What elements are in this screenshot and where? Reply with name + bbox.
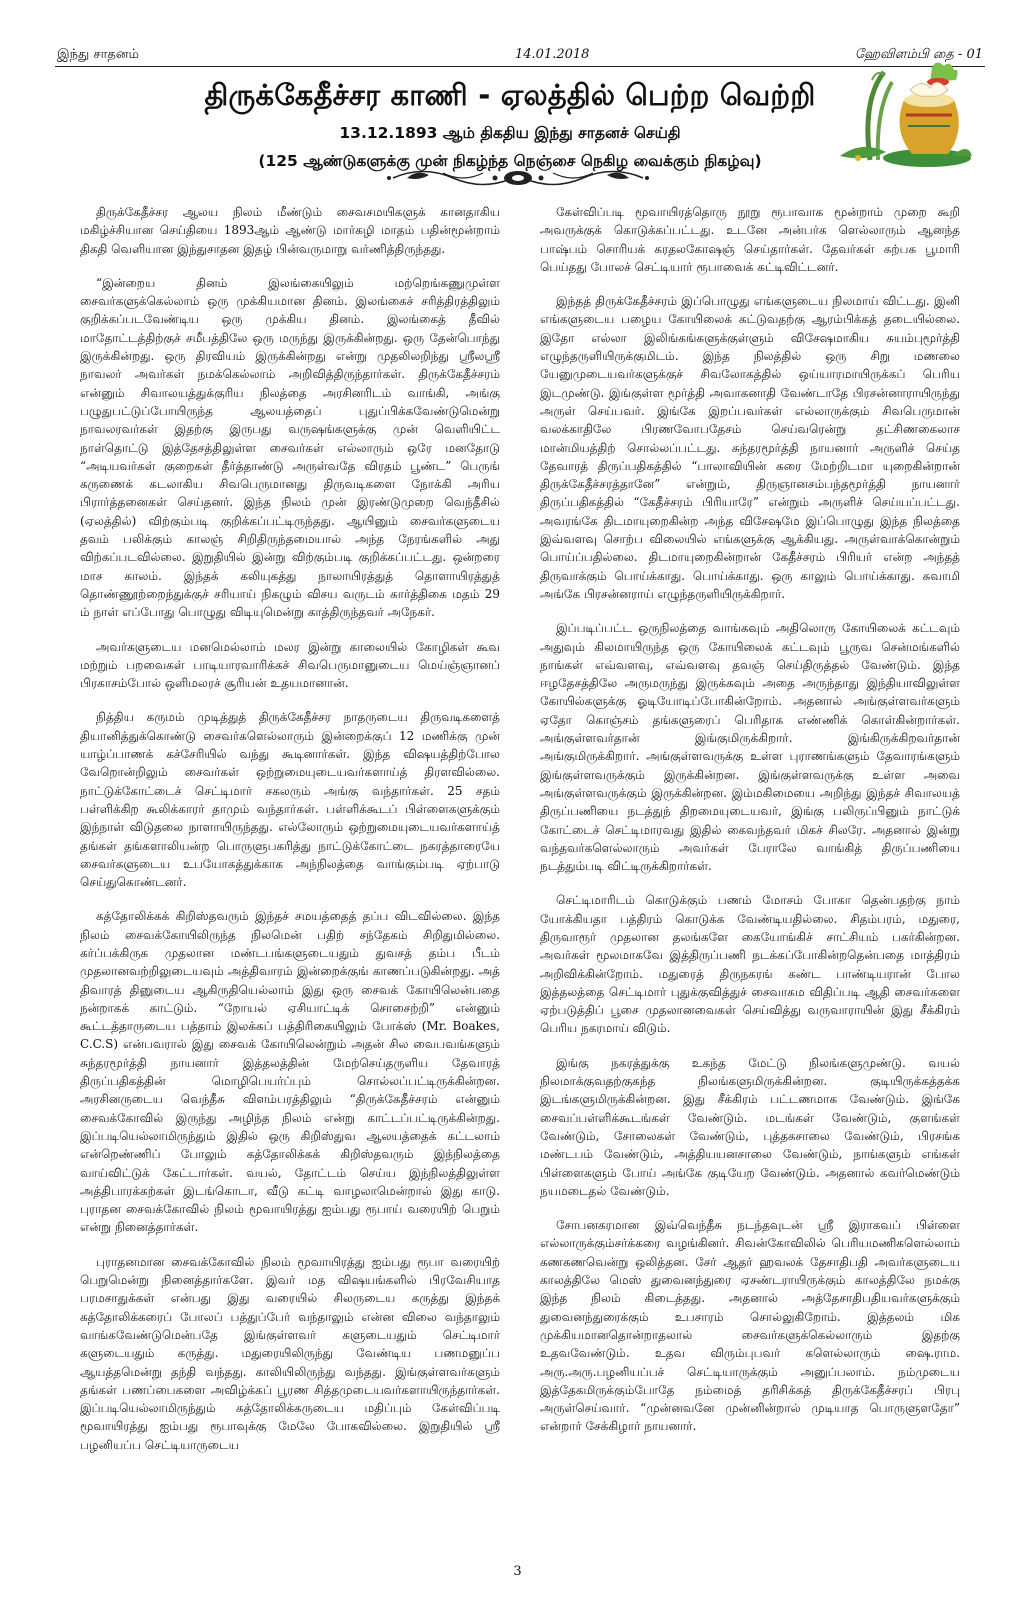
paragraph: கத்தோலிக்கக் கிறிஸ்தவரும் இந்தச் சமயத்தைத் தப்ப விடவில்லை. இந்த நிலம் சைவக்கோயிலிருந்த நிலமென் பதிற் சந்தேகம் சிறிதுமில்லை. கர்ப்பக்கிருக முதலான மண்டபங்களுடையதும் துவசத் தம்ப பீடம் முதலானவற்றிலுடையவும் அத்திவாரம் இன்றைக்குங் காணப்படுகின்றது. அத் திவாரத் தினுடைய ஆகிருதியெல்லாம் இது ஒரு சைவக் கோயிலென்பதை நன்றாகக் காட்டும். “றோயல் ஏசியாட்டிக் சொசைற்றி” என்னும் கூட்டத்தாருடைய பத்தாம் இலக்கப் பத்திரிகையிலும் போக்ஸ் (Mr. Boakes, C.C.S) என்பவரால் இது சைவக் கோயிலென்றும் அதன் சில வைபவங்களும் சுந்தரமூர்த்தி நாயனார் இத்தலத்தின் மேற்செய்தருளிய தேவாரத் திருப்பதிகத்தின் மொழிபெயர்ப்பும் சொல்லப்பட்டிருக்கின்றன. அரசினருடைய வெந்தீசு விளம்பரத்திலும் “திருக்கேதீச்சரம் என்னும் சைவக்கோவில் இருந்து அழிந்த நிலம் என்று காட்டப்பட்டிருக்கின்றது. இப்படியெல்லாமிருந்தும் இதில் ஒரு கிறிஸ்துவ ஆலயத்தைக் கட்டலாம் என்றெண்ணிப் போலும் கத்தோலிக்கக் கிறிஸ்தவரும் இந்நிலத்தை வாய்விட்டுக் கேட்டார்கள். வயல், தோட்டம் செய்ய இந்நிலத்திலுள்ள அத்திபாரக்கற்கள் இடங்கொடா, வீடு கட்டி வாழலாமென்றால் இது காடு. புராதன சைவக்கோவில் நிலம் மூவாயிரத்து ஐம்பது ரூபாய் வரையிற் பெறும் என்று நினைத்தார்கள்.: [80, 909, 500, 1235]
left-column: [80, 203, 500, 1470]
ornament-divider-icon: [383, 163, 653, 193]
paragraph: அவர்களுடைய மனமெல்லாம் மலர இன்று காலையில் கோழிகள் கூவ மற்றும் பறவைகள் பாடியாரவாரிக்கச் சிவபெருமானுடைய மெய்ஞ்ஞானப் பிரகாசம்போல் ஒளிமலரச் சூரியன் உதயமானான்.: [80, 639, 500, 691]
paragraph: இந்தத் திருக்கேதீச்சரம் இப்பொழுது எங்களுடைய நிலமாய் விட்டது. இனி எங்களுடைய பழைய கோயிலைக் கட்டுவதற்கு ஆரம்பிக்கத் தடையில்லை. இதோ எல்லா இலிங்கங்களுக்குள்ளும் விசேஷமாகிய சுயம்புமூர்த்தி எழுந்தருளியிருக்குமிடம். இந்த நிலத்தில் ஒரு சிறு மணலை யேனுமுடையவர்களுக்குச் சிவலோகத்தில் ஒய்யாரமாயிருக்கப் பெரிய இடமுண்டு. இங்குள்ள மூர்த்தி அவாகனாதி வேண்டாதே பிரசன்னாராயிருந்து அருள் செய்பவர். இங்கே இறப்பவர்கள் எல்லாருக்கும் சிவபெருமான் வலக்காதிலே பிரணவோபதேசம் செய்வரென்று தட்சிணகைலாச மான்மியத்திற் சொல்லப்பட்டது. சுந்தரமூர்த்தி நாயனார் அருளிச் செய்த தேவாரத் திருப்பதிகத்தில் “பாலாவியின் கரை மேற்றிடமா யுறைகின்றான் திருக்கேதீச்சரத்தானே” என்றும், திருஞானசம்பந்தமூர்த்தி நாயனார் திருப்பதிகத்தில் “கேதீச்சரம் பிரியாரே” என்றும் அருளிச் செய்யப்பட்டது. அவரங்கே திடமாயுறைகின்ற அந்த விசேஷமே இப்பொழுது இந்த நிலத்தை இவ்வளவு சொற்ப விலையில் எங்களுக்கு ஆக்கியது. அருள்வாக்கொன்றும் பொய்ப்பதில்லை. திடமாயுறைகின்றான் கேதீச்சரம் பிரியர் என்ற அந்தத் திருவாக்கும் பொய்க்காது. பொய்க்காது. ஒரு காலும் பொய்க்காது. சுவாமி அங்கே பிரசன்னராய் எழுந்தருளியிருக்கிறார்.: [540, 294, 960, 601]
article-body: [80, 203, 970, 1558]
paragraph: புராதனமான சைவக்கோவில் நிலம் மூவாயிரத்து ஐம்பது ரூபா வரையிற் பெறுமென்று நினைத்தார்களே. இவர் மத விஷயங்களில் பிரவேசியாத பரமசாதுக்கள் என்பது இது வரையில் சிலருடைய கருத்து இந்தக் கத்தோலிக்கரைப் போலப் பத்துப்பேர் வந்தாலும் என்ன விலை வந்தாலும் வாங்கவேண்டுமென்பதே இங்குள்ளவர் களுடையதும் செட்டிமார் களுடையதும் கருத்து. மதுரையிலிருந்து வேண்டிய பணமனுப்ப ஆயத்தமென்று தந்தி வந்தது. காலியிலிருந்து வந்தது. இங்குள்ளவர்களும் தங்கள் பணப்பைகளை அவிழ்க்கப் பூரண சித்தமுடையவர்களாயிருந்தார்கள். இப்படியெல்லாமிருந்தும் கத்தோலிக்கருடைய மதிப்பும் கேள்விப்படி மூவாயிரத்து ஐம்பது ரூபாவுக்கு மேலே போகவில்லை. இறுதியில் ஸ்ரீ பழனியப்ப செட்டியாருடைய: [80, 1254, 500, 1452]
publication-name: இந்து சாதனம்: [57, 47, 139, 62]
paragraph: திருக்கேதீச்சர ஆலய நிலம் மீண்டும் சைவசமயிகளுக் கானதாகிய மகிழ்ச்சியான செய்தியை 1893ஆம் ஆண்டு மார்கழி மாதம் பதின்மூன்றாம் திகதி வெளியான இந்துசாதன இதழ் பின்வருமாறு வர்ணித்திருந்தது.: [80, 205, 500, 256]
issue-label: ஹேவிளம்பி தை - 01: [854, 47, 983, 62]
paragraph: கேள்விப்படி மூவாயிரத்தொரு நூறு ரூபாவாக மூன்றாம் முறை கூறி அவருக்குக் கொடுக்கப்பட்டது. உடனே அன்பர்க ளெல்லாரும் ஆனந்த பாஷ்பம் சொரியக் கரதலகோஷஞ் செய்தார்கள். தேவர்கள் கற்பக பூமாரி பெய்தது போலச் செட்டியார் ரூபாவைக் கட்டிவிட்டனர்.: [540, 205, 960, 274]
article-title: திருக்கேதீச்சர காணி - ஏலத்தில் பெற்ற வெற்றி: [204, 78, 816, 112]
pongal-pot-icon: [832, 60, 972, 175]
right-column: [540, 203, 960, 1452]
title-block: [150, 74, 870, 172]
article-subtitle: 13.12.1893 ஆம் திகதிய இந்து சாதனச் செய்தி: [339, 124, 681, 142]
article-tagline: (125 ஆண்டுகளுக்கு முன் நிகழ்ந்த நெஞ்சை நெகிழ வைக்கும் நிகழ்வு): [258, 152, 762, 170]
paragraph: சோபனகரமான இவ்வெந்தீசு நடந்தவுடன் ஸ்ரீ இராகவப் பிள்ளை எல்லாருக்கும்சர்க்கரை வழங்கினர். சிவன்கோவிலில் பெரியமணிகளெல்லாம் கணகணவென்று ஒலித்தன. சேர் ஆதர் ஹவலக் தேசாதிபதி அவர்களுடைய காலத்திலே மெஸ் துவைனந்துரை ஏசண்டராயிருக்கும் காலத்திலே நமக்கு இந்த நிலம் கிடைத்தது. அதனால் அத்தேசாதிபதியவர்களுக்கும் துவைனந்துரைக்கும் உபசாரம் சொல்லுகிறோம். இத்தலம் மிக முக்கியமானதொன்றாதலால் சைவர்களுக்கெல்லாரும் இதற்கு உதவவேண்டும். உதவ விரும்புபவர் களெல்லாரும் ஷை.ராம. அரு.அரு.பழனியப்பச் செட்டியாருக்கும் அனுப்பலாம். நம்முடைய இத்தேகமிருக்கும்போதே நம்மைத் தரிசிக்கத் திருக்கேதீச்சரப் பிரபு அருள்செய்வார். “முன்னவனே முன்னின்றால் முடியாத பொருளுளதோ” என்றார் சேக்கிழார் நாயனார்.: [540, 1218, 960, 1434]
paragraph: இங்கு நகரத்துக்கு உகந்த மேட்டு நிலங்களுமுண்டு. வயல் நிலமாக்குவதற்குகந்த நிலங்களுமிருக்கின்றன. குடியிருக்கத்தக்க இடங்களுமிருக்கின்றன. இது சீக்கிரம் பட்டணமாக வேண்டும். இங்கே சைவப்பள்ளிக்கூடங்கள் வேண்டும். மடங்கள் வேண்டும், குளங்கள் வேண்டும், சோலைகள் வேண்டும், புத்தகசாலை வேண்டும், பிரசங்க மண்டபம் வேண்டும், அத்தியயனசாலை வேண்டும், நாங்களும் எங்கள் பிள்ளைகளும் போய் அங்கே குடியேற வேண்டும். அதனால் கவர்மெண்டும் நயமடைதல் வேண்டும்.: [540, 1055, 960, 1198]
paragraph: “இன்றைய தினம் இலங்கையிலும் மற்றெங்கணுமுள்ள சைவர்களுக்கெல்லாம் ஒரு முக்கியமான தினம். இலங்கைச் சரித்திரத்திலும் குறிக்கப்படவேண்டிய ஒரு முக்கிய தினம். இலங்கைத் தீவில் மாதோட்டத்திற்குச் சமீபத்திலே ஒரு மருந்து இருக்கின்றது. ஒரு தேன்பொந்து இருக்கின்றது. ஒரு திரவியம் இருக்கின்றது என்று முதலிலறிந்து ஸ்ரீலஸ்ரீ நாவலர் அவர்கள் நமக்கெல்லாம் அறிவித்திருந்தார்கள். திருக்கேதீச்சரம் என்னும் சிவாலயத்துக்குரிய நிலத்தை அரசினரிடம் வாங்கி, அங்கு பழுதுபட்டுப்போயிருந்த ஆலயத்தைப் புதுப்பிக்கவேண்டுமென்று நாவலரவர்கள் இதற்கு இருபது வருஷங்களுக்கு முன் வெளியிட்ட நாள்தொட்டு இத்தேசத்திலுள்ள சைவர்கள் எல்லாரும் ஒரே மனதோடு “அடியவர்கள் குறைகள் தீர்த்தாண்டு அருள்வதே விரதம் பூண்ட” பெருங் கருணைக் கடலாகிய சிவபெருமானது திருவடிகளை நோக்கி அரிய பிரார்த்தனைகள் செய்தனர். இந்த நிலம் முன் இரண்டுமுறை வெந்தீசில் (ஏலத்தில்) விற்கும்படி குறிக்கப்பட்டிருந்தது. ஆயினும் சைவர்களுடைய தவம் பலிக்கும் காலஞ் சிறிதிருந்தமையால் அந்த நேரங்களில் அது விற்கப்படவில்லை. இறுதியில் இன்று விற்கும்படி குறிக்கப்பட்டது. ஒன்றரை மாச காலம். இந்தக் கலியுகத்து நாலாயிரத்துத் தொளாயிரத்துத் தொண்ணூற்றைந்துக்குச் சரியாய் நிகழும் விசய வருடம் கார்த்திகை மதம் 29 ம் நாள் எப்போது பொழுது விடியுமென்று காத்திருந்தவர் அநேகர்.: [80, 275, 500, 620]
issue-date: 14.01.2018: [515, 47, 590, 62]
paragraph: செட்டிமாரிடம் கொடுக்கும் பணம் மோசம் போகா தென்பதற்கு நாம் யோக்கியதா பத்திரம் கொடுக்க வேண்டியதில்லை. சிதம்பரம், மதுரை, திருவாரூர் முதலான தலங்களே கையோங்கிச் சாட்சியம் பகர்கின்றன. அவர்கள் மூலமாகவே இத்திருப்பணி நடக்கப்போகின்றதென்பதை மாத்திரம் அறிவிக்கின்றோம். மதுரைத் திருநகரங் கண்ட பாண்டியரான் போல இத்தலத்தை செட்டிமார் புதுக்குவித்துச் சைவாகம விதிப்படி ஆதி சைவர்களை ஏற்படுத்திப் பூசை முதலானவைகள் செய்வித்து வருவாராயின் இது சீக்கிரம் பெரிய நகரமாய் விடும்.: [540, 893, 960, 1036]
page-number: 3: [513, 1564, 522, 1579]
paragraph: இப்படிப்பட்ட ஒருநிலத்தை வாங்கவும் அதிலொரு கோயிலைக் கட்டவும் அதுவும் கிலமாயிருந்த ஒரு கோயிலைக் கட்டவும் பூருவ சென்மங்களில் நாங்கள் எவ்வளவு, எவ்வளவு தவஞ் செய்திருத்தல் வேண்டும். இந்த ஈழதேசத்திலே அருமருந்து இருக்கவும் அதை அருந்தாது இந்தியாவிலுள்ள கோயில்களுக்கு ஓடியோடிப்போகின்றோம். அதனால் அங்குள்ளவர்களும் ஏதோ கொஞ்சம் தங்களுரைப் பெரிதாக எண்ணிக் கொள்கின்றார்கள். அங்குள்ளவர்தான் இங்குமிருக்கிறார். இங்கிருக்கிறவர்தான் அங்குமிருக்கிறார். அங்குள்ளவருக்கு உள்ள புராணங்களும் தேவாரங்களும் இங்குள்ளவருக்கும் இருக்கின்றன. இங்குள்ளவருக்கு உள்ள அவை அங்குள்ளவருக்கும் இருக்கின்றன. இம்மகிமையை அறிந்து இந்தச் சிவாலயத் திருப்பணியை நடத்துந் திறமையுடையவர், இங்கு பலிருப்பினும் நாட்டுக் கோட்டைச் செட்டிமாரவது இதில் கைவந்தவர் மிகச் சிலரே. அதனால் இன்று வந்தவர்களெல்லாரும் அவர்கள் பேராலே வாங்கித் திருப்பணியை நடத்தும்படி விட்டிருக்கிறார்கள்.: [540, 621, 960, 874]
paragraph: நித்திய கருமம் முடித்துத் திருக்கேதீச்சர நாதருடைய திருவடிகளைத் தியானித்துக்கொண்டு சைவர்களெல்லாரும் இன்றைக்குப் 12 மணிக்கு முன் யாழ்ப்பாணக் கச்சேரியில் வந்து கூடினார்கள். இந்த விஷயத்திற்போல வேறொன்றிலும் சைவர்கள் ஒற்றுமையுடையவர்களாய்த் திரளவில்லை. நாட்டுக்கோட்டைச் செட்டிமார் சகலரும் அங்கு வந்தார்கள். 25 சதம் பள்ளிக்கிற கூலிக்காரர் தாமும் வந்தார்கள். பள்ளிக்கூடப் பிள்ளைகளுக்கும் இந்நாள் விடுதலை நாளாயிருந்தது. எல்லோரும் ஒற்றுமையுடையவர்களாய்த் தங்கள் தங்களாலியன்ற பொருளுபகரித்து நாட்டுக்கோட்டை நகரத்தாரையே சைவர்களுடைய உபயோகத்துக்காக அந்நிலத்தை வாங்கும்படி ஏற்பாடு செய்துகொண்டனர்.: [80, 710, 500, 890]
